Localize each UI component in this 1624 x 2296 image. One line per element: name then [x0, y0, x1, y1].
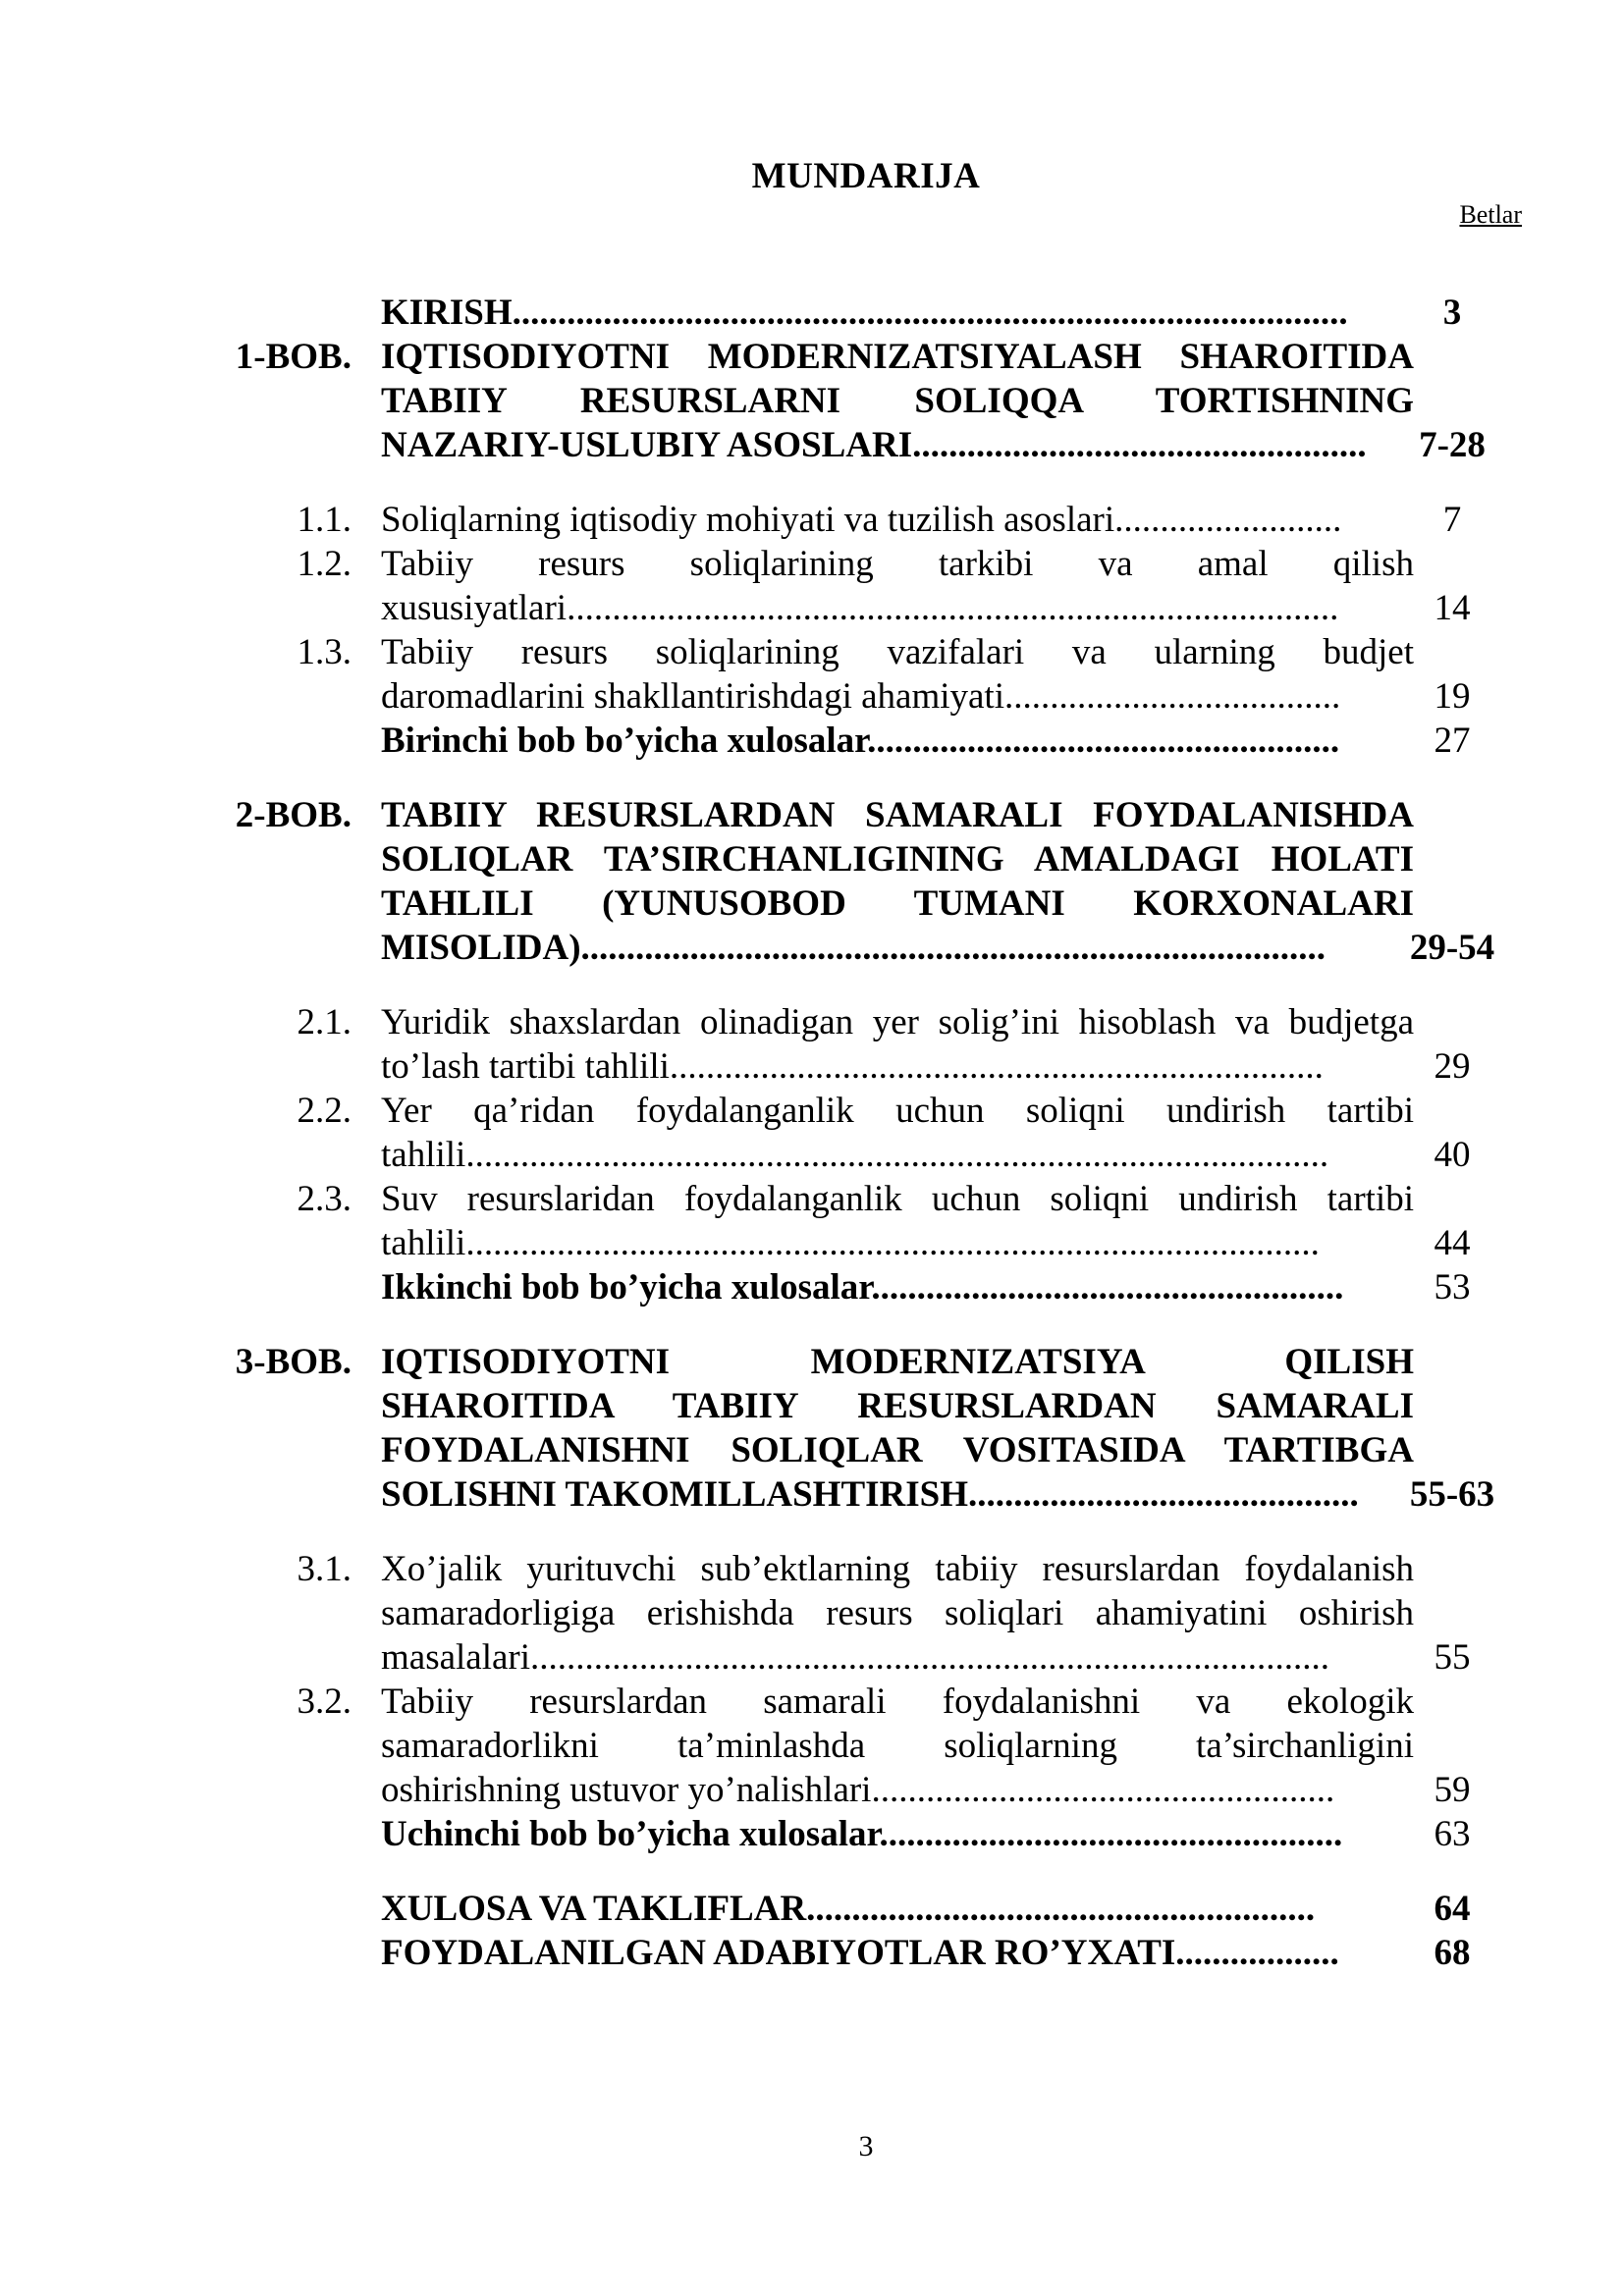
toc-entry-page: 53	[1434, 1267, 1471, 1308]
toc-entry-line: TABIIY RESURSLARNI SOLIQQA TORTISHNING	[381, 381, 1414, 421]
toc-entry-title	[381, 1887, 1414, 1931]
toc-entry-number: 2.3.	[297, 1179, 352, 1219]
toc-entry-page: 59	[1434, 1770, 1471, 1810]
toc-entry-line: MISOLIDA)..................................................................................	[381, 928, 1326, 968]
toc-entry-page: 68	[1434, 1933, 1471, 1973]
toc-entry-line: FOYDALANISHNI SOLIQLAR VOSITASIDA TARTIBGA	[381, 1430, 1414, 1470]
toc-entry	[0, 1000, 1624, 1089]
toc-entry-title	[381, 291, 1414, 335]
toc-entry-page: 7-28	[1419, 425, 1486, 465]
toc-entry-title	[381, 1265, 1414, 1309]
toc-entry-line: Tabiiy resurs soliqlarining tarkibi va amal qilish	[381, 544, 1414, 584]
toc-entry	[0, 630, 1624, 719]
toc-entry-number: 2.1.	[297, 1002, 352, 1042]
toc-entry-line: Tabiiy resurslardan samarali foydalanishni va ekologik	[381, 1682, 1414, 1722]
toc-entry-number: 1.3.	[297, 632, 352, 672]
toc-entry	[0, 793, 1624, 970]
toc-entry-title	[381, 630, 1414, 719]
toc-entry-page: 63	[1434, 1814, 1471, 1854]
toc-entry-line: samaradorligiga erishishda resurs soliqlari ahamiyatini oshirish	[381, 1593, 1414, 1633]
toc-entry	[0, 291, 1624, 335]
toc-entry-line: XULOSA VA TAKLIFLAR........................................................	[381, 1889, 1316, 1929]
toc-entry	[0, 1812, 1624, 1856]
toc-entry-page: 44	[1434, 1223, 1471, 1263]
toc-entry-line: Suv resurslaridan foydalanganlik uchun soliqni undirish tartibi	[381, 1179, 1414, 1219]
toc-entry	[0, 498, 1624, 542]
toc-entry-line: Soliqlarning iqtisodiy mohiyati va tuzilish asoslari.........................	[381, 500, 1342, 540]
toc-entry-number: 2-BOB.	[235, 795, 352, 835]
page-title: MUNDARIJA	[751, 156, 981, 196]
toc-entry-line: xususiyatlari.....................................................................................	[381, 588, 1339, 628]
toc-entry-number: 1.1.	[297, 500, 352, 540]
toc-entry-title	[381, 498, 1414, 542]
toc-entry-line: IQTISODIYOTNI MODERNIZATSIYA QILISH	[381, 1342, 1414, 1382]
toc-entry	[0, 1887, 1624, 1931]
toc-entry-page: 40	[1434, 1135, 1471, 1175]
toc-entry	[0, 335, 1624, 467]
toc-entry	[0, 1931, 1624, 1975]
toc-entry-page: 27	[1434, 721, 1471, 761]
toc-entry-number: 1-BOB.	[235, 337, 352, 377]
toc-entry-line: SOLIQLAR TA’SIRCHANLIGINING AMALDAGI HOLATI	[381, 839, 1414, 880]
toc-entry-number: 2.2.	[297, 1091, 352, 1131]
toc-entry-line: NAZARIY-USLUBIY ASOSLARI..................................................	[381, 425, 1367, 465]
toc-entry-line: Birinchi bob bo’yicha xulosalar....................................................	[381, 721, 1340, 761]
toc-entry-line: samaradorlikni ta’minlashda soliqlarning ta’sirchanligini	[381, 1726, 1414, 1766]
toc-entry-title	[381, 542, 1414, 630]
toc-entry-page: 55-63	[1409, 1474, 1495, 1515]
toc-entry-page: 29	[1434, 1046, 1471, 1087]
toc-entry-line: Xo’jalik yurituvchi sub’ektlarning tabiiy resurslardan foydalanish	[381, 1549, 1414, 1589]
toc-entry	[0, 542, 1624, 630]
toc-entry-page: 3	[1442, 293, 1462, 333]
toc-entry-line: TAHLILI (YUNUSOBOD TUMANI KORXONALARI	[381, 883, 1414, 924]
toc-entry-line: Yuridik shaxslardan olinadigan yer solig’ini hisoblash va budjetga	[381, 1002, 1414, 1042]
toc-entry-title	[381, 335, 1414, 467]
toc-entry	[0, 1547, 1624, 1680]
toc-entry-title	[381, 1547, 1414, 1680]
toc-entry-line: SOLISHNI TAKOMILLASHTIRISH...........................................	[381, 1474, 1359, 1515]
toc-entry-title	[381, 1340, 1414, 1517]
toc-entry-line: daromadlarini shakllantirishdagi ahamiyati.....................................	[381, 676, 1341, 717]
toc-entry-line: KIRISH............................................................................................	[381, 293, 1348, 333]
toc-entry-line: Uchinchi bob bo’yicha xulosalar...................................................	[381, 1814, 1343, 1854]
toc-entry-page: 64	[1434, 1889, 1471, 1929]
toc-entry-page: 19	[1434, 676, 1471, 717]
toc-entry-title	[381, 1000, 1414, 1089]
toc-entry-title	[381, 1177, 1414, 1265]
toc-entry-page: 14	[1434, 588, 1471, 628]
toc-entry	[0, 1177, 1624, 1265]
toc-entry-page: 55	[1434, 1637, 1471, 1678]
toc-entry-title	[381, 1089, 1414, 1177]
toc-entry-title	[381, 1931, 1414, 1975]
toc-entry-line: masalalari........................................................................................	[381, 1637, 1330, 1678]
toc-entry-line: oshirishning ustuvor yo’nalishlari...................................................	[381, 1770, 1335, 1810]
toc-entry-line: Yer qa’ridan foydalanganlik uchun soliqni undirish tartibi	[381, 1091, 1414, 1131]
toc-entry-line: tahlili..............................................................................................	[381, 1223, 1320, 1263]
page-number: 3	[858, 2130, 874, 2163]
toc-entry-page: 29-54	[1409, 928, 1495, 968]
toc-entry	[0, 1265, 1624, 1309]
toc-entry	[0, 1680, 1624, 1812]
toc-entry	[0, 719, 1624, 763]
toc-entry-title	[381, 1812, 1414, 1856]
toc-entry-number: 1.2.	[297, 544, 352, 584]
toc-entry-page: 7	[1442, 500, 1462, 540]
pages-column-label: Betlar	[1459, 200, 1522, 229]
toc-entry-line: IQTISODIYOTNI MODERNIZATSIYALASH SHAROITIDA	[381, 337, 1414, 377]
toc-entry-line: FOYDALANILGAN ADABIYOTLAR RO’YXATI..................	[381, 1933, 1339, 1973]
toc-entry-line: tahlili...............................................................................................	[381, 1135, 1329, 1175]
toc-entry-number: 3.2.	[297, 1682, 352, 1722]
toc-entry-title	[381, 1680, 1414, 1812]
toc-entry-number: 3-BOB.	[235, 1342, 352, 1382]
toc-entry-title	[381, 793, 1414, 970]
toc-entry-line: Tabiiy resurs soliqlarining vazifalari va ularning budjet	[381, 632, 1414, 672]
toc-entry-number: 3.1.	[297, 1549, 352, 1589]
toc-entry	[0, 1089, 1624, 1177]
toc-entry-title	[381, 719, 1414, 763]
toc-entry	[0, 1340, 1624, 1517]
toc-entry-line: SHAROITIDA TABIIY RESURSLARDAN SAMARALI	[381, 1386, 1414, 1426]
toc-entry-line: to’lash tartibi tahlili........................................................................	[381, 1046, 1324, 1087]
toc-entry-line: TABIIY RESURSLARDAN SAMARALI FOYDALANISHDA	[381, 795, 1414, 835]
table-of-contents	[0, 291, 1624, 1975]
toc-entry-line: Ikkinchi bob bo’yicha xulosalar....................................................	[381, 1267, 1344, 1308]
